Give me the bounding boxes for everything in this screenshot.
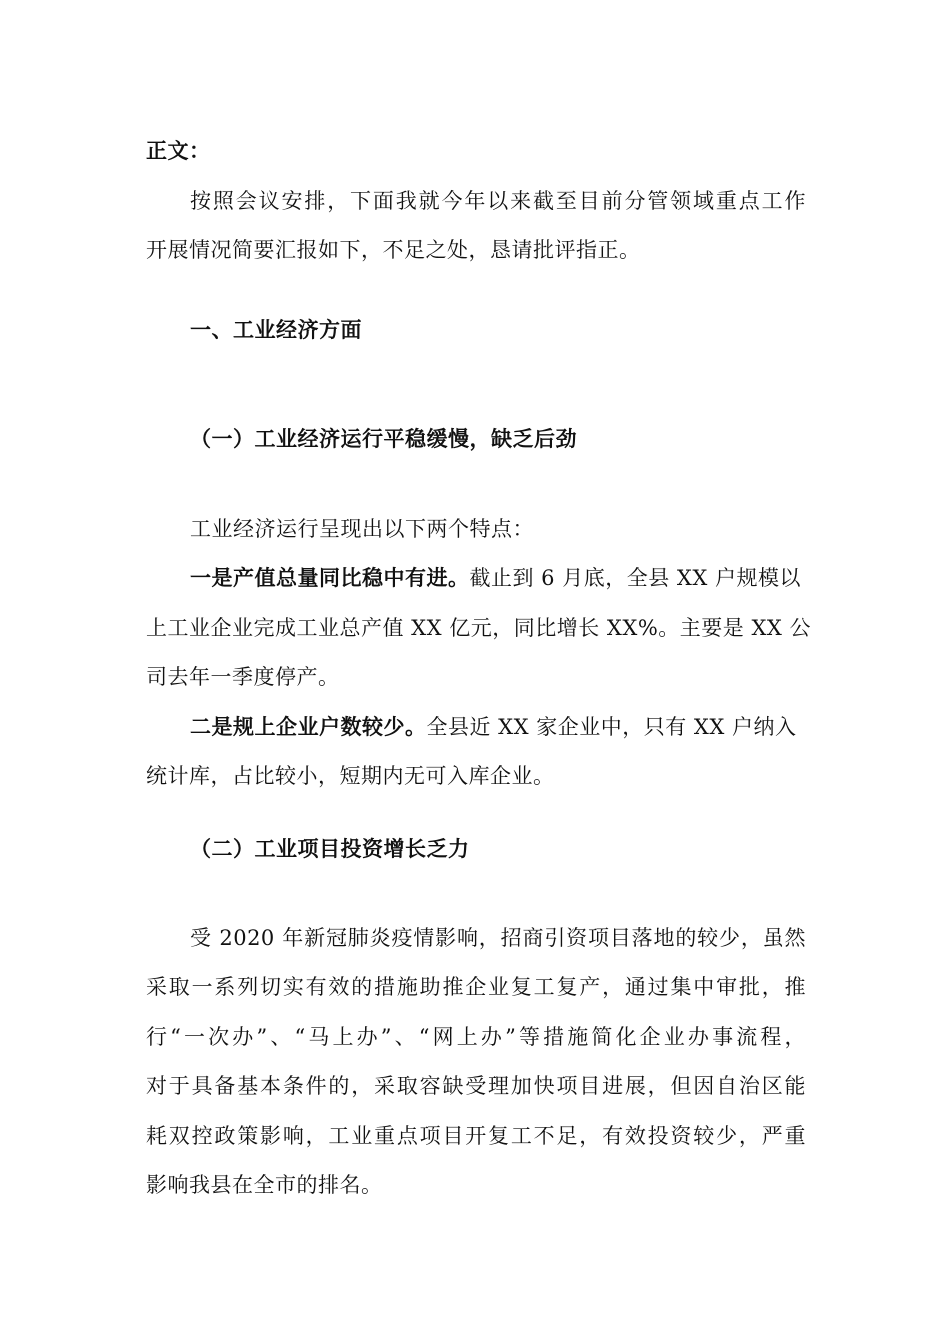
point-2-line-2: 统计库，占比较小，短期内无可入库企业。 [146,764,555,788]
point-2-line-1 [190,712,797,742]
intro-line-2: 开展情况简要汇报如下，不足之处，恳请批评指正。 [146,238,641,262]
subsection-1-lead: 工业经济运行呈现出以下两个特点： [190,517,534,541]
subsection-2-heading: （二）工业项目投资增长乏力 [190,836,470,861]
para-line-4: 对于具备基本条件的，采取容缺受理加快项目进展，但因自治区能 [146,1074,806,1098]
point-1-heading: 一是产值总量同比稳中有进。 [190,565,470,590]
point-2-text: 全县近 XX 家企业中，只有 XX 户纳入 [426,715,797,739]
para-line-1: 受 2020 年新冠肺炎疫情影响，招商引资项目落地的较少，虽然 [190,926,806,950]
point-1-line-1 [190,563,801,593]
point-2-heading: 二是规上企业户数较少。 [190,714,427,739]
para-line-2: 采取一系列切实有效的措施助推企业复工复产，通过集中审批，推 [146,975,806,999]
point-1-line-2: 上工业企业完成工业总产值 XX 亿元，同比增长 XX%。主要是 XX 公 [146,616,812,640]
para-line-6: 影响我县在全市的排名。 [146,1173,383,1197]
section-1-heading: 一、工业经济方面 [190,317,362,342]
para-line-5: 耗双控政策影响，工业重点项目开复工不足，有效投资较少，严重 [146,1124,806,1148]
subsection-1-heading: （一）工业经济运行平稳缓慢，缺乏后劲 [190,426,577,451]
point-1-line-3: 司去年一季度停产。 [146,665,340,689]
point-1-text: 截止到 6 月底，全县 XX 户规模以 [469,566,801,590]
body-label: 正文： [146,138,211,163]
intro-line-1: 按照会议安排，下面我就今年以来截至目前分管领域重点工作 [190,189,806,213]
para-line-3: 行“一次办”、“马上办”、“网上办”等措施简化企业办事流程， [146,1025,806,1049]
